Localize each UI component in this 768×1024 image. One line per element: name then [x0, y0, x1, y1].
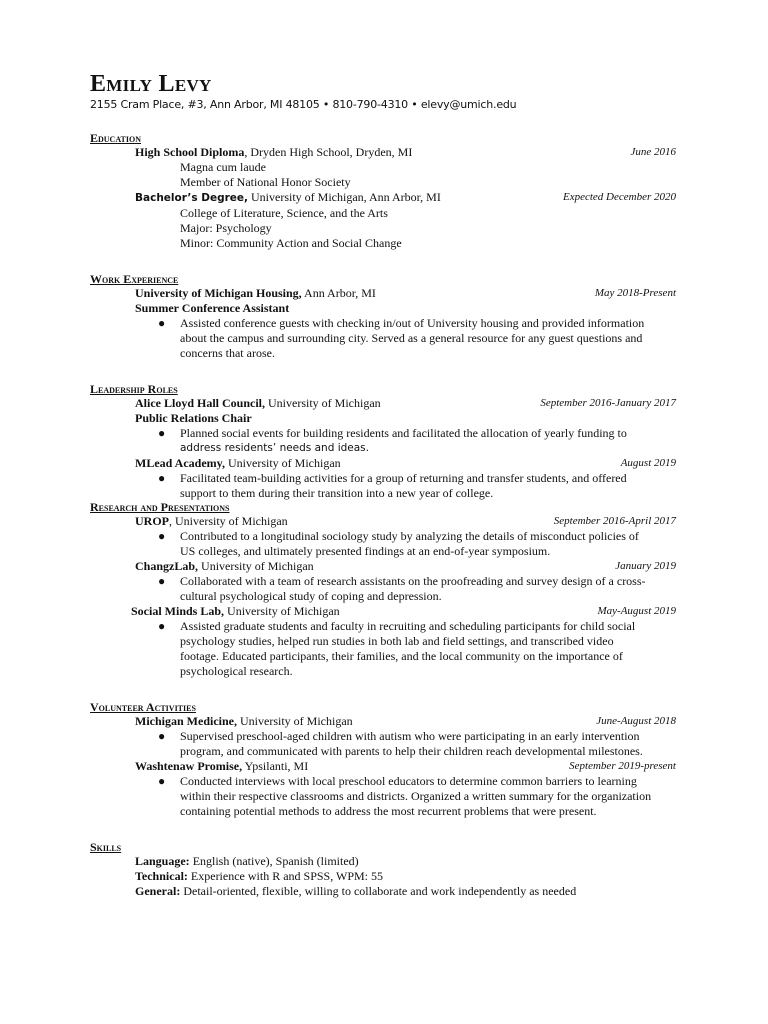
- skill-value: English (native), Spanish (limited): [189, 854, 359, 868]
- bullet-line: address residents’ needs and ideas.: [180, 442, 369, 454]
- section-title-skills: Skills: [90, 840, 122, 854]
- entry-date: May 2018-Present: [594, 287, 676, 299]
- bullet-line: Facilitated team-building activities for a group of returning and transfer students, and offered: [180, 471, 627, 485]
- skill-line-language: [135, 854, 680, 869]
- entry-date: May-August 2019: [597, 605, 676, 617]
- entry-location: , University of Michigan: [169, 514, 288, 528]
- bullet-line: psychology studies, helped run studies in both lab and field settings, and transcribed video: [180, 634, 614, 648]
- entry-org: Michigan Medicine,: [135, 714, 237, 728]
- section-title-work: Work Experience: [90, 272, 179, 286]
- bullet-icon: ●: [158, 316, 166, 330]
- skills-section: [90, 841, 680, 899]
- bullet-line: psychological research.: [180, 664, 293, 678]
- entry-org: Bachelor’s Degree,: [135, 192, 248, 204]
- bullet-line: Supervised preschool-aged children with autism who were participating in an early intervention: [180, 729, 640, 743]
- entry-heading: [135, 714, 680, 729]
- bullet-line: Contributed to a longitudinal sociology study by analyzing the details of misconduct policies of: [180, 529, 639, 543]
- education-section: [90, 132, 680, 251]
- bullet-line: Conducted interviews with local preschool educators to determine common barriers to learning: [180, 774, 637, 788]
- entry-location: University of Michigan: [237, 714, 353, 728]
- bullet-icon: ●: [158, 426, 166, 440]
- bullet-item: [158, 729, 680, 759]
- entry-org: University of Michigan Housing,: [135, 286, 302, 300]
- entry-location: University of Michigan, Ann Arbor, MI: [248, 190, 441, 204]
- entry-date: June-August 2018: [596, 715, 676, 727]
- entry-location: University of Michigan: [225, 456, 341, 470]
- leadership-entry: [90, 396, 680, 456]
- entry-detail: Magna cum laude: [180, 160, 266, 174]
- entry-date: September 2016-April 2017: [553, 515, 676, 527]
- research-entry: [90, 514, 680, 559]
- bullet-line: support to them during their transition into a new year of college.: [180, 486, 494, 500]
- entry-location: University of Michigan: [224, 604, 340, 618]
- entry-heading: [135, 759, 680, 774]
- section-title-research: Research and Presentations: [90, 500, 230, 514]
- entry-role: Summer Conference Assistant: [135, 301, 290, 315]
- bullet-icon: ●: [158, 471, 166, 485]
- entry-heading: [135, 286, 680, 301]
- entry-heading: [131, 604, 680, 619]
- bullet-item: [158, 774, 680, 819]
- section-title-education: Education: [90, 131, 141, 145]
- bullet-line: footage. Educated participants, their families, and the local community on the importance of: [180, 649, 623, 663]
- skill-label: Technical:: [135, 869, 188, 883]
- entry-org: ChangzLab,: [135, 559, 199, 573]
- entry-org: UROP: [135, 514, 169, 528]
- entry-org: Alice Lloyd Hall Council,: [135, 396, 266, 410]
- entry-location: Ann Arbor, MI: [301, 286, 376, 300]
- volunteer-entry: [90, 759, 680, 819]
- entry-heading: [135, 145, 680, 160]
- entry-detail: Major: Psychology: [180, 221, 272, 235]
- skill-label: Language:: [135, 854, 190, 868]
- bullet-icon: ●: [158, 574, 166, 588]
- entry-org: Social Minds Lab,: [131, 604, 225, 618]
- bullet-line: containing potential methods to address the most recurrent problems that were present.: [180, 804, 597, 818]
- work-section: [90, 273, 680, 361]
- bullet-line: within their respective classrooms and districts. Organized a written summary for the organization: [180, 789, 652, 803]
- entry-date: September 2016-January 2017: [540, 397, 676, 409]
- section-title-leadership: Leadership Roles: [90, 382, 178, 396]
- entry-heading: [135, 514, 680, 529]
- bullet-line: about the campus and surrounding city. Served as a general resource for any guest questions and: [180, 331, 643, 345]
- entry-detail: Minor: Community Action and Social Change: [180, 236, 402, 250]
- skill-value: Experience with R and SPSS, WPM: 55: [187, 869, 384, 883]
- bullet-item: [158, 574, 680, 604]
- work-entry: [90, 286, 680, 361]
- education-entry: [90, 190, 680, 251]
- bullet-item: [158, 471, 680, 501]
- entry-org: High School Diploma: [135, 145, 245, 159]
- entry-location: , Dryden High School, Dryden, MI: [244, 145, 413, 159]
- entry-detail: Member of National Honor Society: [180, 175, 351, 189]
- entry-date: August 2019: [620, 457, 676, 469]
- education-entry: [90, 145, 680, 190]
- bullet-line: program, and communicated with parents to help their children reach developmental milestones.: [180, 744, 643, 758]
- entry-org: MLead Academy,: [135, 456, 225, 470]
- bullet-item: [158, 426, 680, 456]
- volunteer-section: [90, 701, 680, 819]
- research-section: [90, 501, 680, 679]
- bullet-icon: ●: [158, 619, 166, 633]
- entry-heading: [135, 456, 680, 471]
- entry-org: Washtenaw Promise,: [135, 759, 243, 773]
- leadership-entry: [90, 456, 680, 501]
- entry-heading: [135, 559, 680, 574]
- entry-location: Ypsilanti, MI: [242, 759, 309, 773]
- research-entry: [90, 604, 680, 679]
- bullet-line: Collaborated with a team of research assistants on the proofreading and survey design of a cross-: [180, 574, 646, 588]
- entry-heading: [135, 396, 680, 411]
- bullet-item: [158, 619, 680, 679]
- entry-date: Expected December 2020: [562, 191, 676, 203]
- entry-location: University of Michigan: [265, 396, 381, 410]
- bullet-item: [158, 529, 680, 559]
- entry-role: Public Relations Chair: [135, 411, 252, 425]
- section-title-volunteer: Volunteer Activities: [90, 700, 196, 714]
- entry-date: January 2019: [615, 560, 676, 572]
- bullet-line: cultural psychological study of coping and depression.: [180, 589, 442, 603]
- skill-line-general: [135, 884, 680, 899]
- bullet-line: concerns that arose.: [180, 346, 275, 360]
- entry-heading: [135, 190, 680, 206]
- bullet-item: [158, 316, 680, 361]
- skill-label: General:: [135, 884, 181, 898]
- entry-location: University of Michigan: [198, 559, 314, 573]
- leadership-section: [90, 383, 680, 501]
- entry-date: June 2016: [630, 146, 676, 158]
- candidate-name: Emily Levy: [90, 71, 212, 97]
- bullet-icon: ●: [158, 729, 166, 743]
- contact-line: 2155 Cram Place, #3, Ann Arbor, MI 48105 • 810-790-4310 • elevy@umich.edu: [90, 98, 517, 111]
- volunteer-entry: [90, 714, 680, 759]
- bullet-line: Assisted conference guests with checking in/out of University housing and provided information: [180, 316, 645, 330]
- bullet-icon: ●: [158, 529, 166, 543]
- resume-page: [90, 70, 680, 913]
- entry-date: September 2019-present: [569, 760, 676, 772]
- bullet-icon: ●: [158, 774, 166, 788]
- skill-line-technical: [135, 869, 680, 884]
- skill-value: Detail-oriented, flexible, willing to collaborate and work independently as needed: [180, 884, 577, 898]
- research-entry: [90, 559, 680, 604]
- bullet-line: Planned social events for building residents and facilitated the allocation of yearly funding to: [180, 426, 627, 440]
- bullet-line: US colleges, and ultimately presented findings at an end-of-year symposium.: [180, 544, 551, 558]
- entry-detail: College of Literature, Science, and the Arts: [180, 206, 388, 220]
- bullet-line: Assisted graduate students and faculty in recruiting and scheduling participants for child social: [180, 619, 636, 633]
